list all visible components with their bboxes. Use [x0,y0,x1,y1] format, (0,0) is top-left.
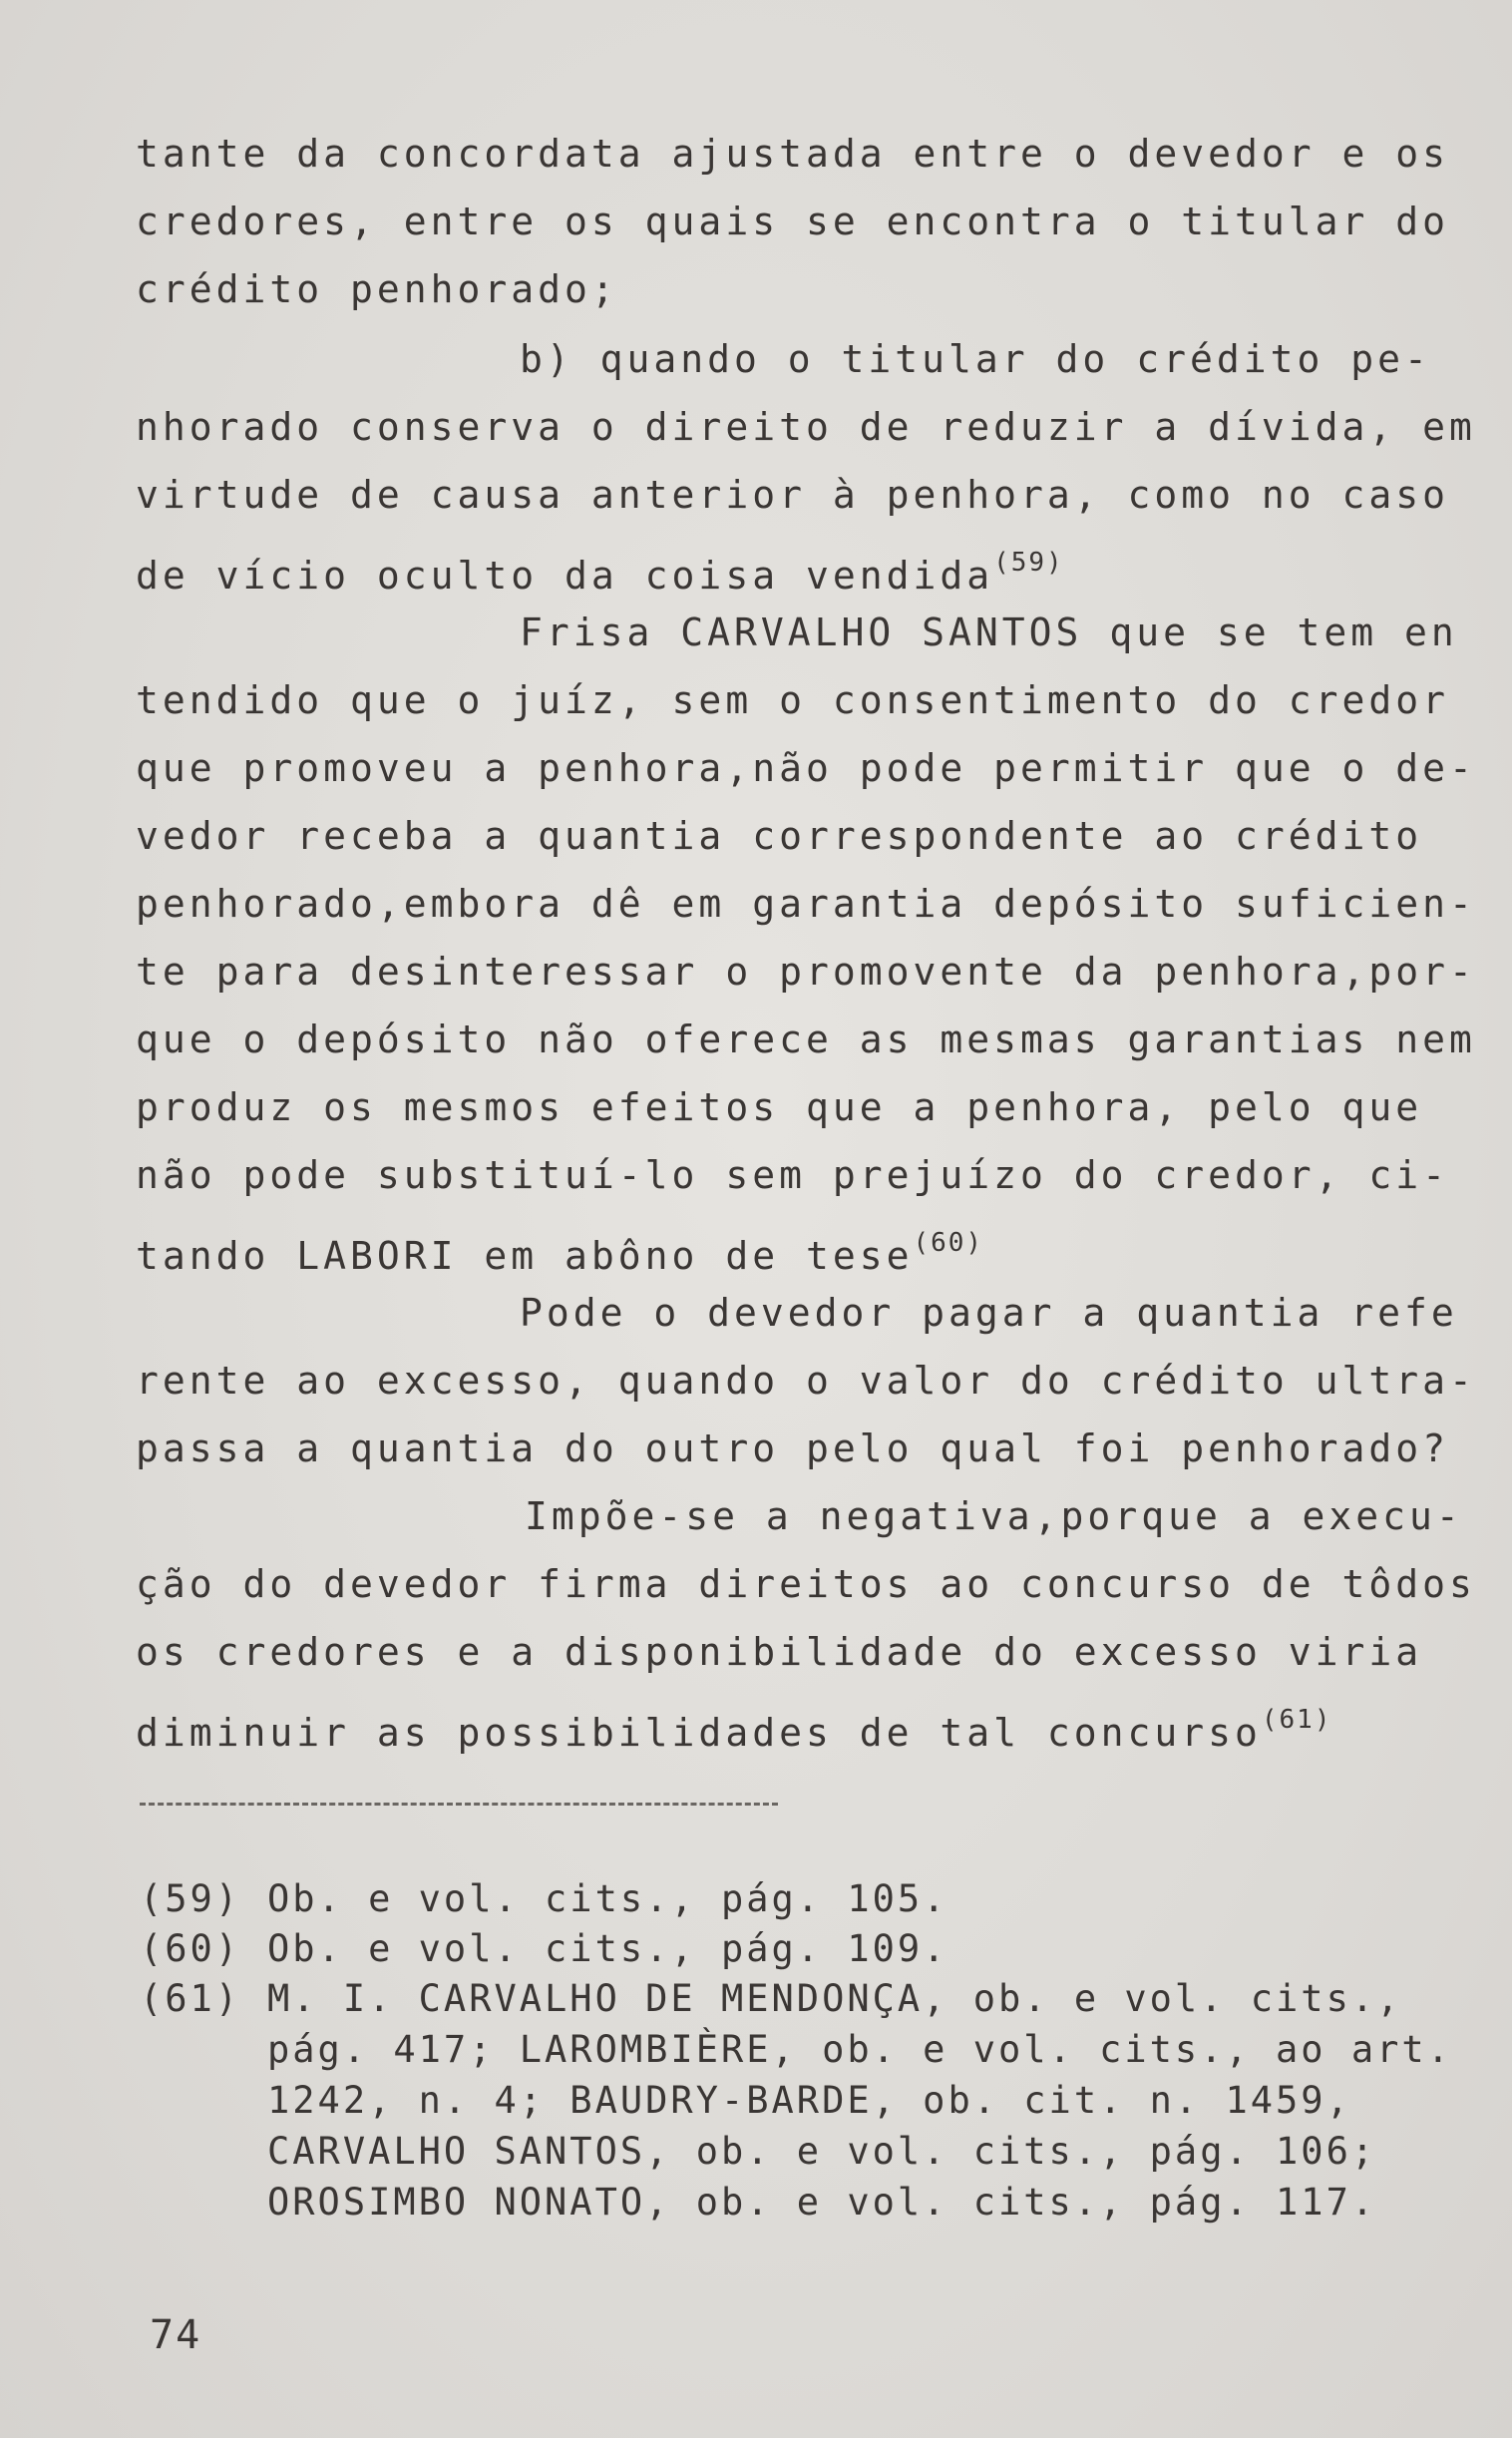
footnote-ref-61: (61) [1261,1705,1332,1735]
body-line: tante da concordata ajustada entre o devedor e os [136,132,1450,176]
body-line: passa a quantia do outro pelo qual foi penhorado? [136,1426,1450,1470]
footnote-text: OROSIMBO NONATO, ob. e vol. cits., pág. 117. [267,2181,1377,2224]
footnote-text: CARVALHO SANTOS, ob. e vol. cits., pág. 106; [267,2130,1377,2173]
body-line: não pode substituí-lo sem prejuízo do credor, ci- [136,1153,1450,1197]
body-line: produz os mesmos efeitos que a penhora, pelo que [136,1085,1423,1129]
footnote-number: (61) [140,1977,241,2020]
body-line: credores, entre os quais se encontra o titular do [136,200,1450,243]
body-line-with-note [136,1696,1332,1757]
body-line: Pode o devedor pagar a quantia refe [520,1291,1458,1335]
body-line: Impõe-se a negativa,porque a execu- [525,1494,1463,1538]
body-line: te para desinteressar o promovente da penhora,por- [136,950,1476,994]
body-line: crédito penhorado; [136,267,618,311]
footnote-ref-59: (59) [993,548,1064,578]
page-number: 74 [150,2312,202,2358]
body-line: Frisa CARVALHO SANTOS que se tem en [520,610,1458,654]
body-line-with-note [136,1219,983,1280]
body-line: virtude de causa anterior à penhora, como no caso [136,473,1450,517]
body-line-text: diminuir as possibilidades de tal concurso [136,1711,1262,1755]
body-line: penhorado,embora dê em garantia depósito suficien- [136,882,1476,926]
body-line: ção do devedor firma direitos ao concurso de tôdos [136,1562,1476,1606]
footnote-text: pág. 417; LAROMBIÈRE, ob. e vol. cits., ao art. [267,2028,1452,2071]
footnote-number: (60) [140,1927,241,1970]
body-line: rente ao excesso, quando o valor do crédito ultra- [136,1359,1476,1403]
body-line: que o depósito não oferece as mesmas garantias nem [136,1017,1476,1061]
footnote-separator [140,1803,778,1806]
footnote-text: 1242, n. 4; BAUDRY-BARDE, ob. cit. n. 1459, [267,2079,1351,2122]
body-line: b) quando o titular do crédito pe- [520,337,1431,381]
footnote-ref-60: (60) [913,1228,984,1258]
body-line: vedor receba a quantia correspondente ao crédito [136,814,1423,858]
body-line: que promoveu a penhora,não pode permitir que o de- [136,746,1476,790]
body-line-with-note [136,539,1064,600]
body-line: os credores e a disponibilidade do excesso viria [136,1630,1423,1674]
footnote-text: Ob. e vol. cits., pág. 105. [267,1877,948,1920]
footnote-number: (59) [140,1877,241,1920]
footnote-text: Ob. e vol. cits., pág. 109. [267,1927,948,1970]
body-line-text: tando LABORI em abôno de tese [136,1234,914,1278]
body-line-text: de vício oculto da coisa vendida [136,554,994,598]
body-line: tendido que o juíz, sem o consentimento do credor [136,678,1450,722]
body-line: nhorado conserva o direito de reduzir a dívida, em [136,405,1476,449]
footnote-text: M. I. CARVALHO DE MENDONÇA, ob. e vol. cits., [267,1977,1402,2020]
